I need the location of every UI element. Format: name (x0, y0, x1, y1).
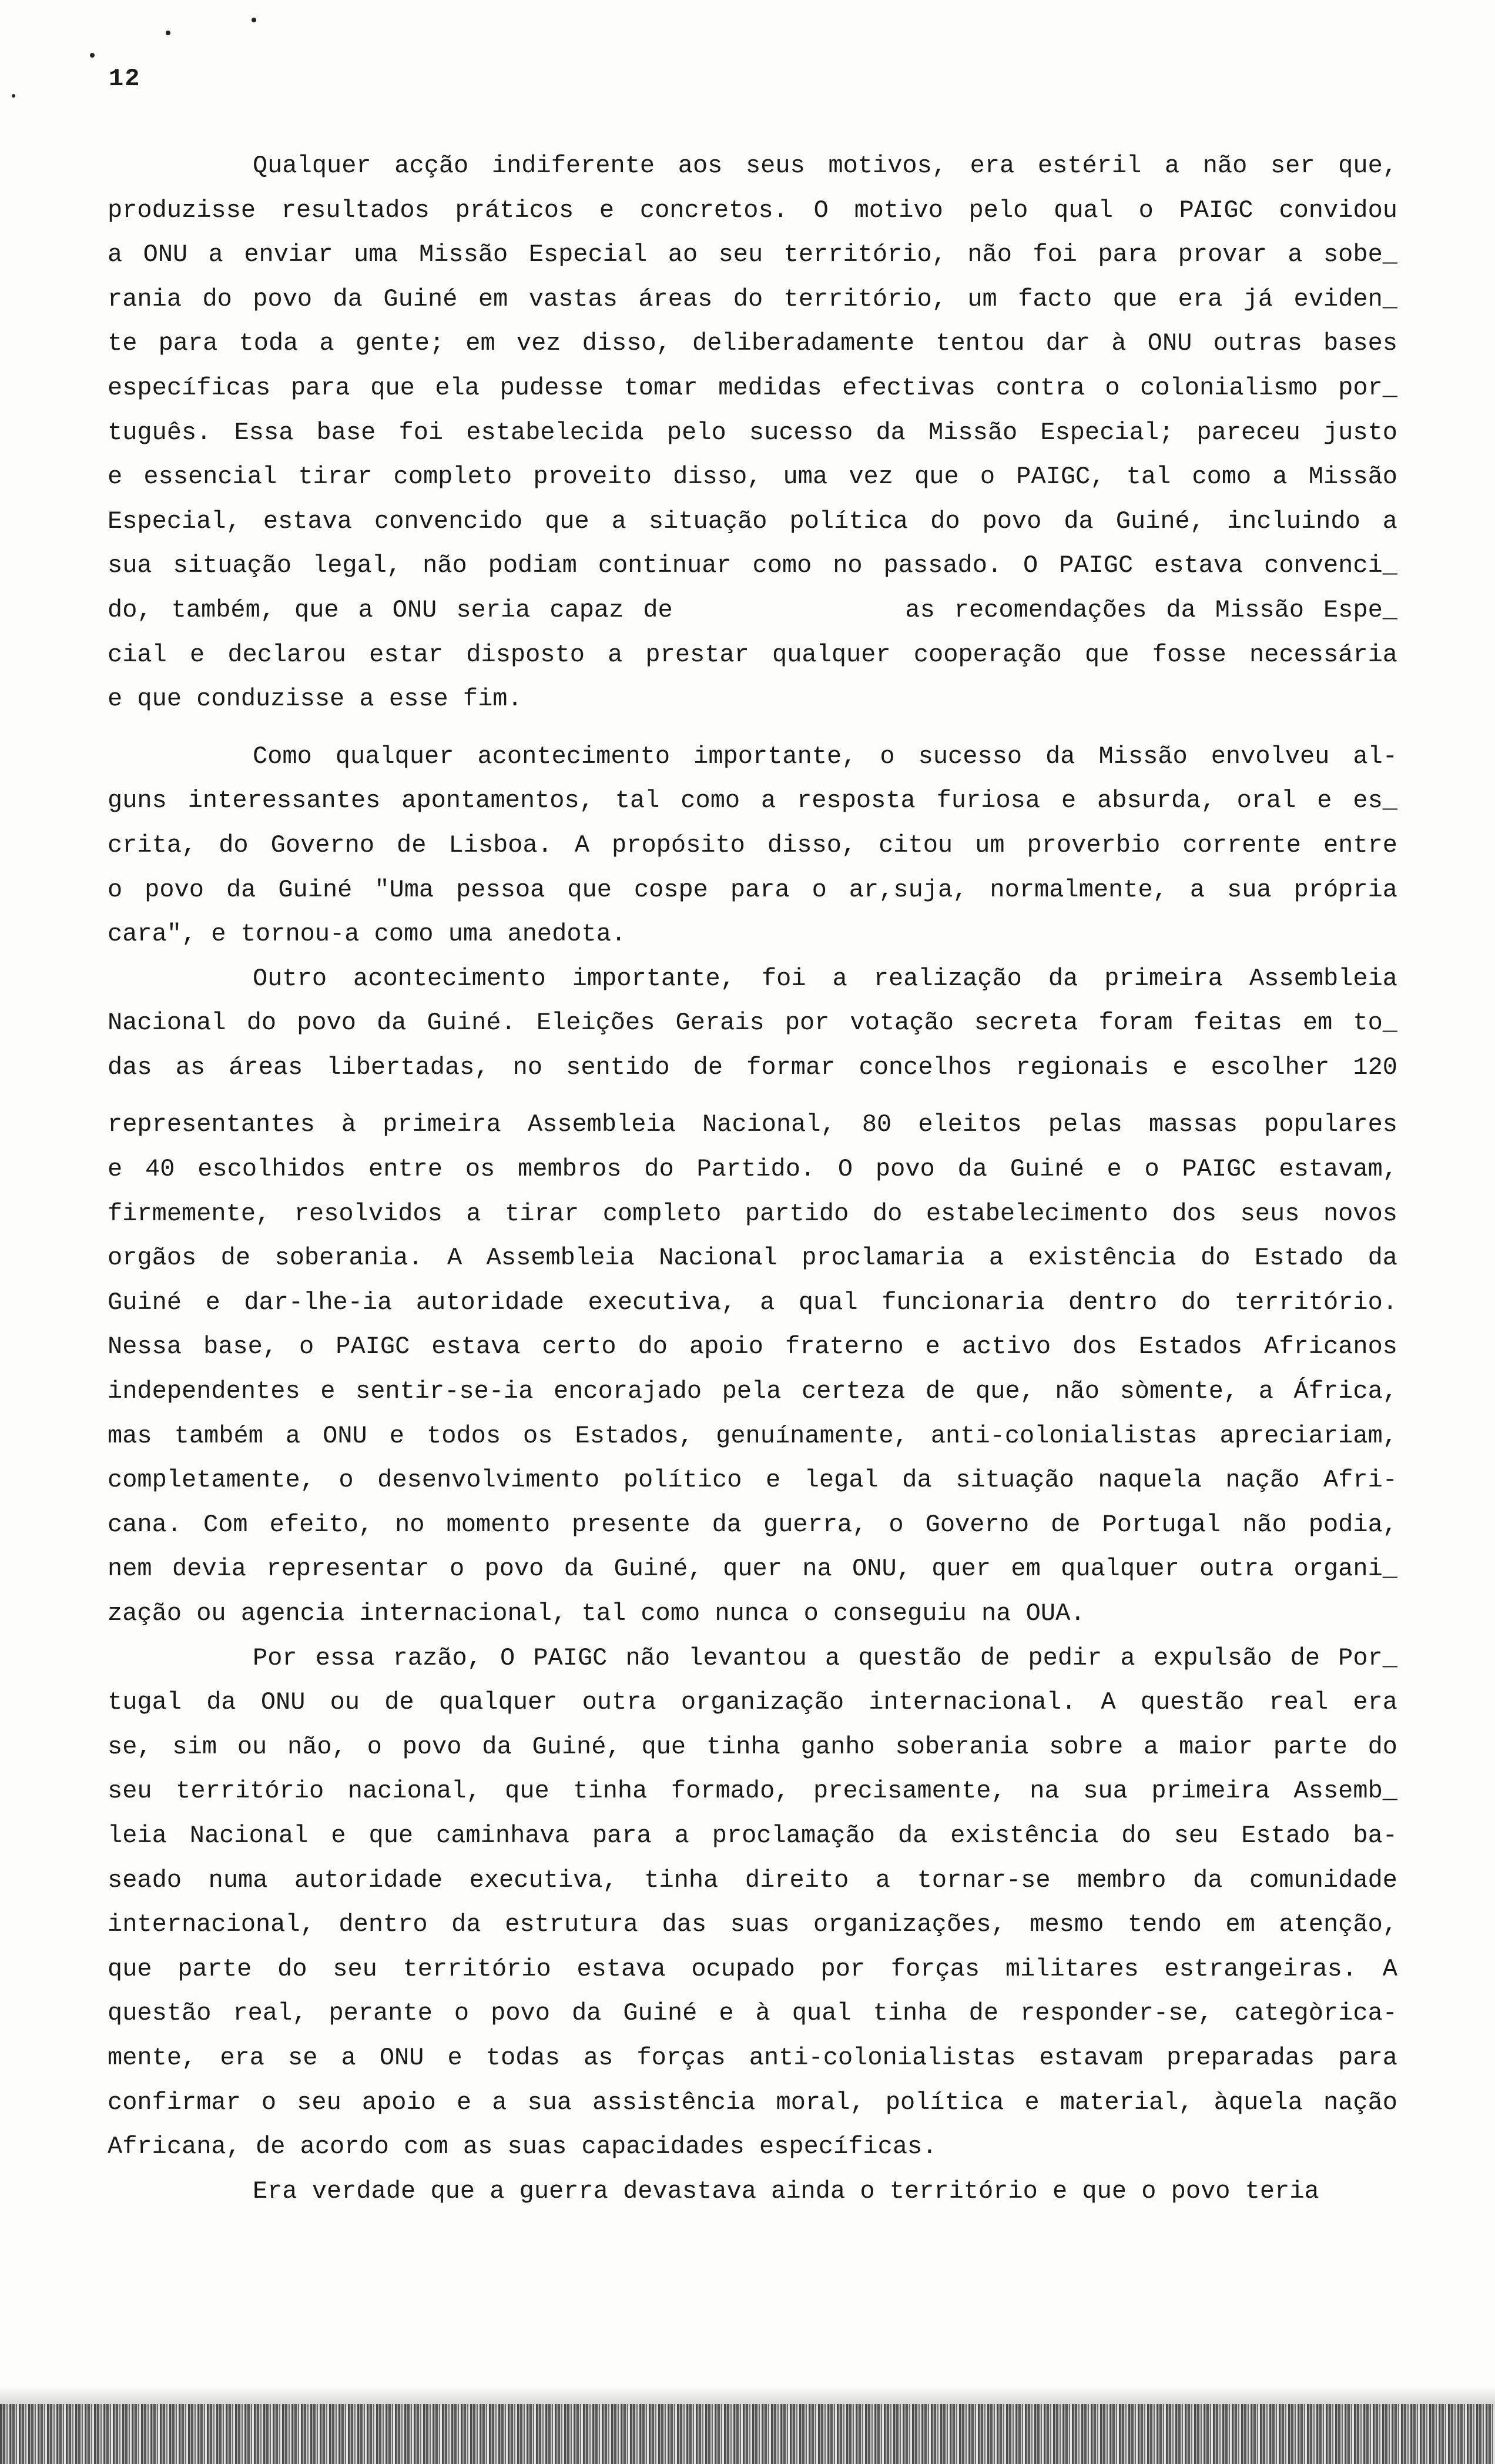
scan-speck (166, 31, 170, 35)
text-line: tuguês. Essa base foi estabelecida pelo sucesso da Missão Especial; pareceu justo (108, 418, 1397, 447)
text-line: cana. Com efeito, no momento presente da guerra, o Governo de Portugal não podia, (108, 1510, 1397, 1539)
text-line: nem devia representar o povo da Guiné, quer na ONU, quer em qualquer outra organi_ (108, 1555, 1397, 1583)
text-line: Qualquer acção indiferente aos seus motivos, era estéril a não ser que, (253, 152, 1397, 180)
text-line: Africana, de acordo com as suas capacidades específicas. (108, 2132, 937, 2161)
text-line: Como qualquer acontecimento importante, o sucesso da Missão envolveu al- (253, 742, 1397, 771)
text-line: específicas para que ela pudesse tomar medidas efectivas contra o colonialismo por_ (108, 373, 1397, 402)
text-line: seado numa autoridade executiva, tinha direito a tornar-se membro da comunidade (108, 1866, 1397, 1894)
text-line: sua situação legal, não podiam continuar como no passado. O PAIGC estava convenci_ (108, 551, 1397, 580)
text-line: mas também a ONU e todos os Estados, genuínamente, anti-colonialistas apreciariam, (108, 1421, 1397, 1450)
text-line: completamente, o desenvolvimento político e legal da situação naquela nação Afri- (108, 1466, 1397, 1495)
page-number: 12 (109, 65, 141, 93)
text-line: leia Nacional e que caminhava para a proclamação da existência do seu Estado ba- (108, 1821, 1397, 1850)
text-line: confirmar o seu apoio e a sua assistência moral, política e material, àquela nação (108, 2088, 1397, 2117)
paragraph (108, 2170, 1397, 2214)
paragraph (108, 1636, 1397, 2170)
text-line: Nacional do povo da Guiné. Eleições Gerais por votação secreta foram feitas em to_ (108, 1009, 1397, 1037)
text-line: orgãos de soberania. A Assembleia Nacional proclamaria a existência do Estado da (108, 1244, 1397, 1273)
text-line: cara", e tornou-a como uma anedota. (108, 920, 626, 949)
scan-speck (12, 94, 15, 98)
scan-edge-noise (0, 2404, 1495, 2464)
text-line: mente, era se a ONU e todas as forças anti-colonialistas estavam preparadas para (108, 2043, 1397, 2072)
paragraph (108, 957, 1397, 1636)
text-line: Especial, estava convencido que a situação política do povo da Guiné, incluindo a (108, 507, 1397, 535)
text-line: internacional, dentro da estrutura das suas organizações, mesmo tendo em atenção, (108, 1910, 1397, 1939)
text-line: firmemente, resolvidos a tirar completo partido do estabelecimento dos seus novos (108, 1199, 1397, 1228)
text-line: te para toda a gente; em vez disso, deliberadamente tentou dar à ONU outras bases (108, 329, 1397, 358)
text-line: Guiné e dar-lhe-ia autoridade executiva, a qual funcionaria dentro do território. (108, 1288, 1397, 1317)
text-line: rania do povo da Guiné em vastas áreas do território, um facto que era já eviden_ (108, 284, 1397, 313)
text-line: das as áreas libertadas, no sentido de formar concelhos regionais e escolher 120 (108, 1053, 1397, 1082)
text-line: Outro acontecimento importante, foi a realização da primeira Assembleia (253, 964, 1397, 993)
text-line: independentes e sentir-se-ia encorajado pela certeza de que, não sòmente, a África, (108, 1377, 1397, 1406)
text-line: zação ou agencia internacional, tal como nunca o conseguiu na OUA. (108, 1599, 1085, 1628)
text-line: e 40 escolhidos entre os membros do Partido. O povo da Guiné e o PAIGC estavam, (108, 1155, 1397, 1184)
text-line: seu território nacional, que tinha formado, precisamente, na sua primeira Assemb_ (108, 1777, 1397, 1806)
text-line: a ONU a enviar uma Missão Especial ao seu território, não foi para provar a sobe_ (108, 240, 1397, 269)
scan-speck (90, 53, 95, 58)
text-line: produzisse resultados práticos e concretos. O motivo pelo qual o PAIGC convidou (108, 196, 1397, 225)
text-line: representantes à primeira Assembleia Nacional, 80 eleitos pelas massas populares (108, 1110, 1397, 1139)
text-line: questão real, perante o povo da Guiné e à qual tinha de responder-se, categòrica- (108, 1999, 1397, 2028)
text-line: cial e declarou estar disposto a prestar qualquer cooperação que fosse necessária (108, 640, 1397, 669)
text-line: tugal da ONU ou de qualquer outra organização internacional. A questão real era (108, 1688, 1397, 1717)
body-text (108, 144, 1397, 2214)
text-line: Nessa base, o PAIGC estava certo do apoio fraterno e activo dos Estados Africanos (108, 1333, 1397, 1361)
text-line: e que conduzisse a esse fim. (108, 685, 522, 714)
paragraph (108, 735, 1397, 957)
text-line: do, também, que a ONU seria capaz de as recomendações da Missão Espe_ (108, 595, 1397, 624)
paragraph (108, 144, 1397, 722)
text-line: se, sim ou não, o povo da Guiné, que tinha ganho soberania sobre a maior parte do (108, 1732, 1397, 1761)
text-line: Era verdade que a guerra devastava ainda o território e que o povo teria (253, 2177, 1319, 2205)
text-line: crita, do Governo de Lisboa. A propósito disso, citou um proverbio corrente entre (108, 831, 1397, 859)
text-line: que parte do seu território estava ocupado por forças militares estrangeiras. A (108, 1954, 1397, 1983)
text-line: Por essa razão, O PAIGC não levantou a questão de pedir a expulsão de Por_ (253, 1643, 1397, 1672)
text-line: e essencial tirar completo proveito disso, uma vez que o PAIGC, tal como a Missão (108, 463, 1397, 491)
scan-speck (252, 18, 256, 22)
text-line: o povo da Guiné "Uma pessoa que cospe para o ar,suja, normalmente, a sua própria (108, 875, 1397, 904)
text-line: guns interessantes apontamentos, tal como a resposta furiosa e absurda, oral e es_ (108, 786, 1397, 815)
